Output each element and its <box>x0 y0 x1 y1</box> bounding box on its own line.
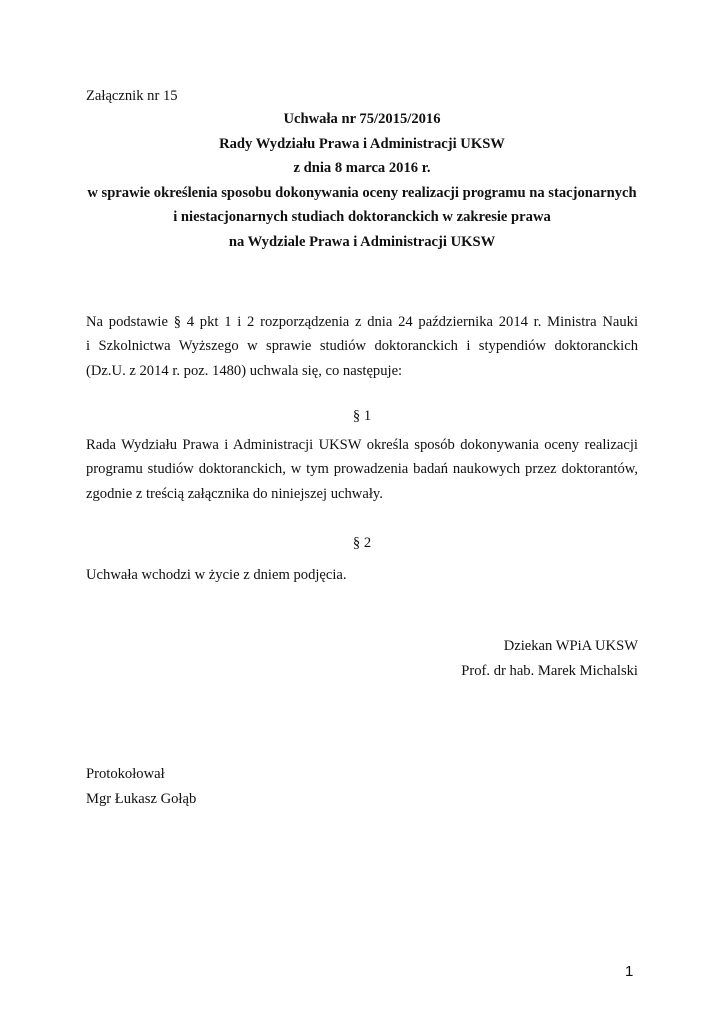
preamble <box>86 310 638 383</box>
signatory-title: Dziekan WPiA UKSW <box>503 638 638 654</box>
resolution-heading <box>60 107 664 254</box>
protocol-name: Mgr Łukasz Gołąb <box>86 791 197 807</box>
paragraph-2-sign: § 2 <box>352 535 372 551</box>
protocol-block <box>86 762 196 812</box>
paragraph-line: zgodnie z treścią załącznika do niniejszej uchwały. <box>86 485 383 502</box>
preamble-line: i Szkolnictwa Wyższego w sprawie studiów doktoranckich i stypendiów doktoranckich <box>86 338 638 355</box>
resolution-subject-line: w sprawie określenia sposobu dokonywania oceny realizacji programu na stacjonarnych <box>87 184 637 201</box>
council-name: Rady Wydziału Prawa i Administracji UKSW <box>219 135 505 152</box>
signature-block <box>461 634 638 684</box>
resolution-subject-line: i niestacjonarnych studiach doktoranckich w zakresie prawa <box>173 209 551 225</box>
preamble-line: Na podstawie § 4 pkt 1 i 2 rozporządzenia z dnia 24 października 2014 r. Ministra Nauki <box>86 314 638 330</box>
signatory-name: Prof. dr hab. Marek Michalski <box>461 663 638 679</box>
protocol-label: Protokołował <box>86 766 165 782</box>
paragraph-line: Uchwała wchodzi w życie z dniem podjęcia. <box>86 567 347 583</box>
preamble-line: (Dz.U. z 2014 r. poz. 1480) uchwala się, co następuje: <box>86 362 403 379</box>
paragraph-1-sign: § 1 <box>352 408 372 424</box>
paragraph-line: programu studiów doktoranckich, w tym prowadzenia badań naukowych przez doktorantów, <box>86 461 638 478</box>
paragraph-2-text <box>86 563 638 587</box>
resolution-date: z dnia 8 marca 2016 r. <box>293 160 431 176</box>
paragraph-line: Rada Wydziału Prawa i Administracji UKSW określa sposób dokonywania oceny realizacji <box>86 437 638 453</box>
page-number: 1 <box>625 963 634 980</box>
resolution-number: Uchwała nr 75/2015/2016 <box>283 111 441 127</box>
paragraph-1-text <box>86 433 638 506</box>
attachment-label: Załącznik nr 15 <box>86 88 178 104</box>
resolution-subject-line: na Wydziale Prawa i Administracji UKSW <box>228 233 496 250</box>
